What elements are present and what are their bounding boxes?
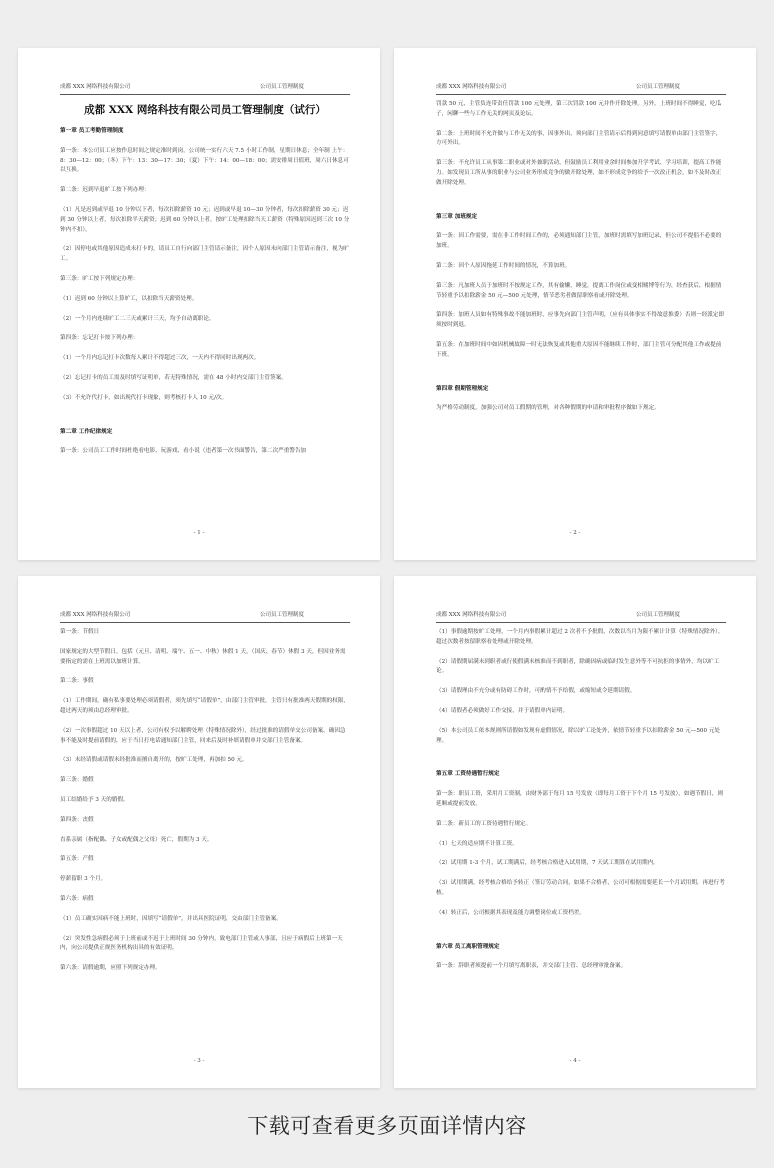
document-page-2 bbox=[394, 48, 756, 560]
document-title: 成都 XXX 网络科技有限公司员工管理制度（试行） bbox=[84, 104, 326, 116]
paragraph: 罚款 50 元，主管负连带责任罚款 100 元处理，第三次罚款 100 元并作开除处理。另外，上班时间不得睡觉，吃瓜子，闲聊一些与工作无关的网页及论坛。 bbox=[436, 101, 722, 117]
header-company: 成都 XXX 网络科技有限公司 bbox=[436, 84, 507, 90]
header-company: 成都 XXX 网络科技有限公司 bbox=[60, 84, 131, 90]
chapter-heading: 第五章 工资待遇暂行规定 bbox=[436, 771, 500, 778]
chapter-heading: 第三章 加班规定 bbox=[436, 213, 478, 220]
chapter-heading: 第一章 员工考勤管理制度 bbox=[60, 128, 124, 134]
paragraph: 停薪留职 3 个月。 bbox=[60, 876, 107, 883]
paragraph: 第五条：在加班时间中如因机械故障一时无法恢复或其他重大原因不能继续工作时，部门主管可分配其他工作或提前下班。 bbox=[436, 341, 722, 358]
paragraph: （2）忘记打卡的员工需及时填写证明单，若无特殊情况，需在 48 小时内交部门主管签案。 bbox=[60, 374, 287, 381]
paragraph: 第二条：新员工的工资待遇暂行规定。 bbox=[436, 820, 532, 827]
paragraph: （3）不允许代打卡，如出现代打卡现象，则考核打卡人 10 元/次。 bbox=[60, 394, 228, 401]
page-header bbox=[60, 82, 350, 95]
paragraph: （5）本公司员工依本规则所请假如发现有虚假情况，除以旷工论处外，依情节轻重予以扣除薪金 50 元—500 元处理。 bbox=[436, 727, 721, 744]
paragraph: 第五条：产假 bbox=[60, 856, 94, 863]
header-company: 成都 XXX 网络科技有限公司 bbox=[436, 612, 507, 618]
page-number: - 3 - bbox=[193, 1058, 205, 1064]
document-page-3 bbox=[18, 576, 380, 1088]
paragraph: 国家规定的大型节假日，包括（元旦、清明、端午、五一、中秋）休假 1 天，（国庆、春节）休假 3 天，但因业务需要指定的需在上班需以加班计算。 bbox=[60, 648, 346, 665]
paragraph: 第一条：节假日 bbox=[60, 629, 100, 635]
paragraph: 第一条：辞职者须提前一个月填写离职表，并交部门主管、总经理审批备案。 bbox=[436, 963, 627, 970]
section-gap bbox=[436, 199, 726, 213]
page-number: - 2 - bbox=[569, 530, 581, 536]
paragraph: 第一条：本公司员工应按作息时间之规定准时到岗，公司统一实行六天 7.5 小时工作制，星期日休息；全年制 上午：8：30—12：00；（冬）下午：13：30—17：30；（夏）下午：14：00—18：00；需安排周日值班，周六日休息可以互换。 bbox=[60, 147, 349, 174]
paragraph: （1）工作期间，确有私事要处理必须请假者，须先填写“请假单”，由部门主管审批，主管只有批准两天假期的权限，超过两天的须由总经理审批。 bbox=[60, 698, 349, 714]
paragraph: 第一条：因工作需要，需在非工作时间工作的，必须通知部门主管，加班时需填写加班记录，但公司不提倡不必要的加班。 bbox=[436, 233, 722, 250]
paragraph: 第四条：丧假 bbox=[60, 816, 94, 823]
download-more-caption: 下载可查看更多页面详情内容 bbox=[247, 1114, 527, 1138]
page-number: - 4 - bbox=[569, 1058, 581, 1064]
paragraph: 第三条：凡加班人员于加班时不按规定工作，其有偷懒，睡觉，提离工作岗位或变相赌博等行为，经查获后，根据情节轻重予以扣除薪金 50 元—500 元处理，情节恶劣者做留职察看或开除处理。 bbox=[436, 282, 722, 299]
page-content bbox=[60, 628, 350, 984]
paragraph: 第六条：请假逾期，应照下列规定办理。 bbox=[60, 965, 161, 972]
page-header bbox=[436, 610, 726, 623]
page-header bbox=[60, 610, 350, 623]
page-body bbox=[436, 100, 726, 414]
page-body bbox=[60, 127, 350, 457]
paragraph: （2）请假期届满未到职者或行使假满未核准而不到职者，除确因病或临时发生意外等不可抗拒的事情外，均以旷工论。 bbox=[436, 658, 720, 675]
section-gap bbox=[436, 929, 726, 943]
paragraph: 第二条：因个人原因拖延工作时间的情况，不算加班。 bbox=[436, 262, 571, 269]
paragraph: （2）试用期 1-3 个月，试工期满后，经考核合格进入试用期，7 天试工期算在试用期内。 bbox=[436, 860, 659, 867]
paragraph: 第一条：职员工资，采用月工资制，由财务部于每月 15 号发放（即每月工资于下个月 15 号发放），如遇节假日，则延顺或提前发放。 bbox=[436, 791, 724, 807]
paragraph: （4）转正后，公司根据其表现及能力调整岗位或工资档差。 bbox=[436, 909, 585, 916]
paragraph: 直系亲属（指配偶、子女或配偶之父母）死亡，假期为 3 天。 bbox=[60, 836, 213, 843]
section-gap bbox=[436, 371, 726, 385]
paragraph: （3）试用期满，经考核合格给予转正（签订劳动合同，如果不合格者，公司可根据需要延长一个月试用期，再进行考核。 bbox=[436, 880, 725, 896]
paragraph: （1）迟到 60 分钟以上算旷工，以扣除当天薪资处理。 bbox=[60, 295, 198, 302]
page-content bbox=[436, 628, 726, 982]
paragraph: （2）突发性急病假必须于上班前或不迟于上班时间 30 分钟内，致电部门主管或人事部，且应于病假后上班第一天内，向公司提供正规医务机构出具的有效证明。 bbox=[60, 935, 343, 952]
paragraph: （4）请假者必须做好工作交接，并于请假单内证明。 bbox=[436, 707, 569, 714]
paragraph: （2）一个月内连续旷工二三天或累计三天，均予自动离职论。 bbox=[60, 315, 215, 322]
page-header bbox=[436, 82, 726, 95]
paragraph: 为严格劳动制度，加强公司对员工假期的管理，对各种假期的申请和审批程序做如下规定。 bbox=[436, 405, 660, 412]
paragraph: 第二条：迟到早退旷工按下列办理： bbox=[60, 187, 150, 194]
document-page-4 bbox=[394, 576, 756, 1088]
page-body bbox=[60, 628, 350, 974]
paragraph: 第三条：婚假 bbox=[60, 777, 94, 784]
section-gap bbox=[436, 756, 726, 770]
header-doc-name: 公司员工管理制度 bbox=[260, 612, 305, 618]
header-company: 成都 XXX 网络科技有限公司 bbox=[60, 612, 131, 618]
paragraph: （3）请假理由不充分或有防碍工作时，可酌情不予给假，或缩短或令延期请假。 bbox=[436, 688, 636, 695]
paragraph: 第三条：不允许员工从事第二职业或对外兼职活动，但鼓励员工利用业余时间参加升学考试、学习培训，提高工作能力。如发现员工所从事的职业与公司业务形成竞争的做开除处理，如不形成竞争的给予一次改正机会，如不及时改正做开除处理。 bbox=[436, 160, 722, 186]
paragraph: （1）员工确实因病不能上班时，因填写“请假单”，并出具医院证明，交由部门主管备案。 bbox=[60, 915, 282, 922]
header-doc-name: 公司员工管理制度 bbox=[636, 612, 681, 618]
paragraph: 第一条：公司员工工作时间杜绝看电影、玩游戏、看小说（违者第一次书面警告，第二次严重警告加 bbox=[60, 448, 307, 455]
paragraph: （1）事假逾期按旷工处理，一个月内事假累计超过 2 次者不予批假，次数以当月为限不累计计算（特殊情况除外），超过次数者按留职察看处理或开除处理。 bbox=[436, 629, 724, 645]
paragraph: 第六条：病假 bbox=[60, 895, 94, 902]
page-content bbox=[60, 100, 350, 467]
chapter-heading: 第六章 员工离职管理规定 bbox=[436, 943, 500, 950]
chapter-heading: 第四章 假期管理规定 bbox=[436, 385, 489, 392]
paragraph: 第四条：忘记打卡按下列办理： bbox=[60, 335, 139, 342]
paragraph: 第二条：上班时间不允许做与工作无关的事，因事外出，须向部门主管请示后得到同意填写请假单由部门主管签字，方可外出。 bbox=[436, 130, 722, 147]
paragraph: 第四条：加班人员如有特殊事故不能加班时，应事先向部门主管声明，（应有具体事实不得故意推委）否则一经派定即须按时到退。 bbox=[436, 312, 725, 329]
page-number: - 1 - bbox=[193, 530, 205, 536]
paragraph: （1）凡是迟到或早退 10 分钟以下者，每次扣除薪资 10 元；迟到或早退 10—30 分钟者，每次扣除薪资 30 元；迟到 30 分钟以上者，每次扣除半天薪资；迟到 60 分钟以上者，按旷工处理扣除当天工薪资（特殊原因迟到三次 10 分钟内不扣）。 bbox=[60, 206, 350, 233]
paragraph: 第二条：事假 bbox=[60, 678, 94, 685]
document-page-1 bbox=[18, 48, 380, 560]
header-doc-name: 公司员工管理制度 bbox=[260, 84, 305, 90]
page-body bbox=[436, 628, 726, 972]
paragraph: （1）一个月内忘记打卡次数每人累计不得超过三次，一天内不得同时出现两次。 bbox=[60, 355, 260, 362]
header-doc-name: 公司员工管理制度 bbox=[636, 84, 681, 90]
paragraph: （2）因停电或其他原因造成未打卡的，请员工自行向部门主管请示备注，因个人原因未向部门主管请示备注，视为旷工。 bbox=[60, 246, 349, 263]
paragraph: 员工结婚给予 3 天的婚假。 bbox=[60, 796, 129, 803]
paragraph: （1）七天的适应期不计算工资。 bbox=[436, 840, 518, 847]
page-content bbox=[436, 100, 726, 424]
chapter-heading: 第二章 工作纪律规定 bbox=[60, 428, 113, 435]
paragraph: （2）一次事假超过 10 天以上者，公司有权予以解聘处理（特殊情况除外），经过批准的请假单交公司备案，确因急事不能及时提前请假的，应于当日打电话通知部门主管，回来后及时补填请假单并交部门主管备案。 bbox=[60, 727, 346, 744]
paragraph: 第三条：旷工按下列规定办理： bbox=[60, 275, 139, 282]
paragraph: （3）未经请假或请假未经批准而擅自离开的，按旷工处理，再加扣 50 元。 bbox=[60, 757, 248, 764]
section-gap bbox=[60, 414, 350, 428]
